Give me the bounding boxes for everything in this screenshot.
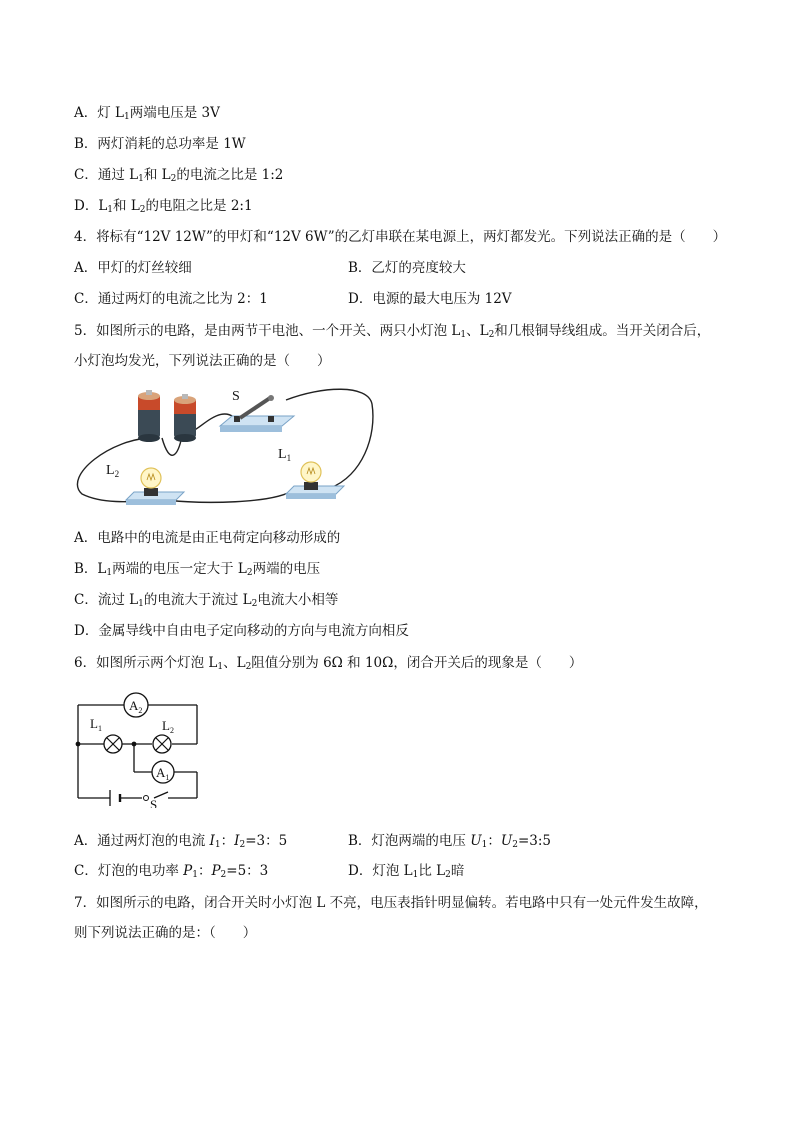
q6-option-d: D．灯泡 $L_1$比 $L_2$暗	[348, 863, 465, 880]
q3-option-d: D．$L_1$和 $L_2$的电阻之比是 2:1	[74, 198, 253, 215]
q5-option-d: D．金属导线中自由电子定向移动的方向与电流方向相反	[74, 623, 409, 639]
q7-stem-line1: 7．如图所示的电路，闭合开关时小灯泡 L 不亮，电压表指针明显偏转。若电路中只有一处元件发生故障，	[74, 895, 708, 911]
q5-option-a: A．电路中的电流是由正电荷定向移动形成的	[74, 530, 341, 546]
battery-1	[138, 390, 160, 442]
l2-label: $L_2$	[106, 463, 120, 479]
wire-l2-to-l1	[166, 490, 294, 502]
q3-option-b: B．两灯消耗的总功率是 1W	[74, 136, 246, 152]
switch-contact	[144, 796, 149, 801]
q4-option-c: C．通过两灯的电流之比为 2：1	[74, 291, 268, 307]
q3-option-c: C．通过 $L_1$和 $L_2$的电流之比是 1:2	[74, 167, 284, 184]
q6-stem: 6．如图所示两个灯泡 $L_1$、$L_2$阻值分别为 6Ω 和 10Ω，闭合开关后的现象是（ ）	[74, 655, 583, 672]
q6-option-c: C．灯泡的电功率 $P_1$：$P_2=5$：3	[74, 863, 269, 880]
a1-label: $A_1$	[156, 765, 170, 782]
lamp-l1	[286, 462, 344, 499]
q6-option-a: A．通过两灯泡的电流 $I_1$：$I_2=3$：5	[74, 833, 288, 850]
q6-circuit-figure	[70, 688, 210, 808]
q5-stem-line2: 小灯泡均发光，下列说法正确的是（ ）	[74, 353, 331, 369]
q5-option-c: C．流过 $L_1$的电流大于流过 $L_2$电流大小相等	[74, 592, 339, 609]
lamp-l2-symbol	[153, 735, 171, 753]
l1-label: $L_1$	[278, 447, 292, 463]
q7-stem-line2: 则下列说法正确的是：（ ）	[74, 925, 257, 941]
q5-stem-line1: 5．如图所示的电路，是由两节干电池、一个开关、两只小灯泡 $L_1$、$L_2$和几根铜导线组成。当开关闭合后，	[74, 323, 711, 340]
l2-symbol-label: $L_2$	[162, 718, 174, 735]
q6-option-b: B．灯泡两端的电压 $U_1$：$U_2=3:5$	[348, 833, 552, 850]
battery-2	[174, 394, 196, 442]
wire-l1-to-switch	[286, 389, 373, 488]
q4-option-d: D．电源的最大电压为 12V	[348, 291, 512, 307]
q4-option-a: A．甲灯的灯丝较细	[74, 260, 192, 276]
l1-symbol-label: $L_1$	[90, 716, 102, 733]
a2-label: $A_2$	[129, 698, 143, 715]
q4-option-b: B．乙灯的亮度较大	[348, 260, 466, 276]
q5-option-b: B．$L_1$两端的电压一定大于 $L_2$两端的电压	[74, 561, 321, 578]
q4-stem: 4．将标有“12V 12W”的甲灯和“12V 6W”的乙灯串联在某电源上，两灯都发光。下列说法正确的是（ ）	[74, 229, 727, 245]
switch-label: S	[232, 389, 240, 404]
q5-circuit-figure	[72, 376, 382, 506]
lamp-l2	[126, 468, 184, 505]
q3-option-a: A．灯 $L_1$两端电压是 3V	[74, 105, 220, 122]
s-label: S	[150, 797, 158, 808]
lamp-l1-symbol	[104, 735, 122, 753]
